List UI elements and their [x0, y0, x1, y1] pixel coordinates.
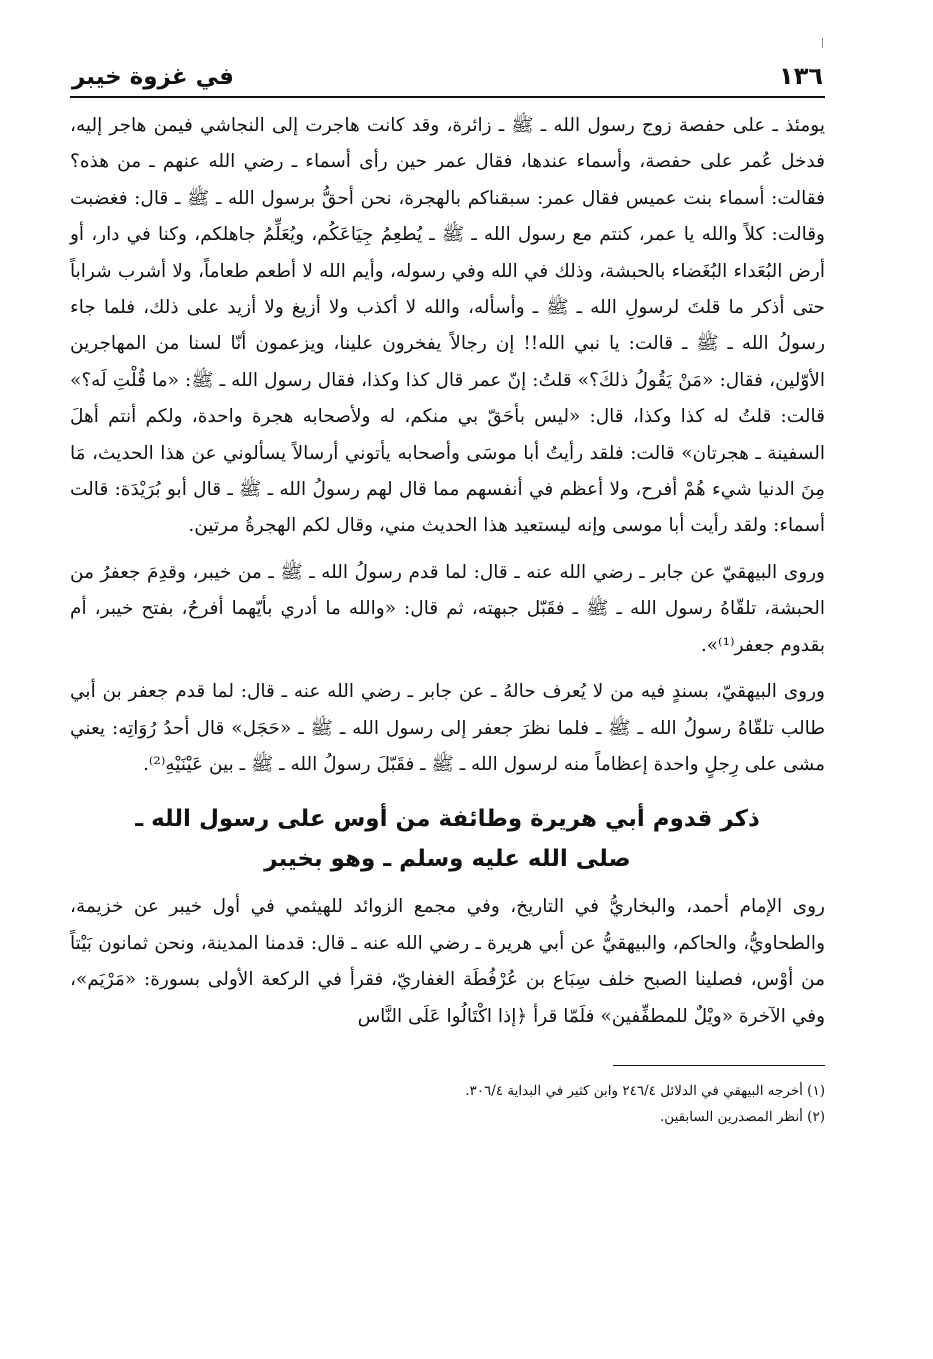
paragraph-jafar-narration: وروى البيهقيّ، بسندٍ فيه من لا يُعرف حالهُ ـ عن جابر ـ رضي الله عنه ـ قال: لما قدم جعفر بن أبي طالب تلقّاهُ رسولُ الله ـ ﷺ ـ فلما نظرَ جعفر إلى رسول الله ـ ﷺ ـ «حَجَل» قال أحدُ رُوَاتِه: يعني مشى على رِجلٍ واحدة إعظاماً منه لرسول الله ـ ﷺ ـ فقَبّلَ رسولُ الله ـ ﷺ ـ بين عَيْنَيْهِ⁽²⁾.: [70, 681, 825, 775]
page-edge-mark: [822, 38, 823, 48]
paragraph-asmaa-hadith: يومئذ ـ على حفصة زوج رسول الله ـ ﷺ ـ زائرة، وقد كانت هاجرت إلى النجاشي فيمن هاجر إليه، فدخل عُمر على حفصة، وأسماء عندها، فقال عمر حين رأى أسماء ـ رضي الله عنهم ـ من هذه؟ فقالت: أسماء بنت عميس فقال عمر: سبقناكم بالهجرة، نحن أحقُّ برسول الله ـ ﷺ ـ قال: فغضبت وقالت: كلاً والله يا عمر، كنتم مع رسول الله ـ ﷺ ـ يُطعِمُ جِيَاعَكُم، ويُعَلِّمُ جاهلكم، وكنا في دار، أو أرض البُعَداء البُغَضاء بالحبشة، وذلك في الله وفي رسوله، وأيم الله لا أطعم طعاماً، ولا أشرب شراباً حتى أذكر ما قلتَ لرسولِ الله ـ ﷺ ـ وأسأله، والله لا أكذب ولا أزيغ ولا أزيد على ذلك، فلما جاء رسولُ الله ـ ﷺ ـ قالت: يا نبي الله!! إن رجالاً يفخرون علينا، ويزعمون أنّا لسنا من المهاجرين الأوّلين، فقال: «مَنْ يَقُولُ ذلكَ؟» قلتُ: إنّ عمر قال كذا وكذا، فقال رسول الله ـ ﷺ: «ما قُلْتِ لَه؟» قالت: قلتُ له كذا وكذا، قال: «ليس بأحَقّ بي منكم، له ولأصحابه هجرة واحدة، ولكم أنتم أهلَ السفينة ـ هجرتان» قالت: فلقد رأيتُ أبا موسَى وأصحابه يأتوني أرسالاً يسألوني عن هذا الحديث، مَا مِنَ الدنيا شيء هُمْ أفرح، ولا أعظم في أنفسهم مما قال لهم رسولُ الله ـ ﷺ ـ قال أبو بُرَيْدَة: قالت أسماء: ولقد رأيت أبا موسى وإنه ليستعيد هذا الحديث مني، وقال لكم الهجرةُ مرتين.: [70, 115, 825, 537]
footnote-divider: [613, 1065, 825, 1066]
page-header: [70, 52, 825, 98]
page-number: ١٣٦: [779, 62, 823, 90]
footnote-1: (١) أخرجه البيهقي في الدلائل ٢٤٦/٤ وابن كثير في البداية ٣٠٦/٤.: [465, 1082, 825, 1099]
book-page: [70, 52, 825, 1130]
section-heading-line-2: صلى الله عليه وسلم ـ وهو بخيبر: [264, 846, 631, 873]
footnote-2: (٢) أنظر المصدرين السابقين.: [660, 1108, 825, 1125]
section-heading-line-1: ذكر قدوم أبي هريرة وطائفة من أوس على رسول الله ـ: [135, 806, 760, 833]
page-body: [70, 108, 825, 1130]
paragraph-abu-hurayra-arrival: روى الإمام أحمد، والبخاريُّ في التاريخ، وفي مجمع الزوائد للهيثمي في أول خيبر عن خزيمة، والطحاويُّ، والحاكم، والبيهقيُّ عن أبي هريرة ـ رضي الله عنه ـ قال: قدمنا المدينة، ونحن ثمانون بَيْتاً من أوْس، فصلينا الصبح خلف سِبَاع بن عُرْفُطَة الغفاريّ، فقرأ في الركعة الأولى بسورة: «مَرْيَم»، وفي الآخرة «ويْلٌ للمطفِّفين» فلَمّا قرأ ﴿إذا اكْتَالُوا عَلَى النَّاس: [70, 896, 825, 1027]
section-heading: [70, 799, 825, 879]
running-title: في غزوة خيبر: [72, 64, 234, 90]
paragraph-jabir-narration: وروى البيهقيّ عن جابر ـ رضي الله عنه ـ قال: لما قدم رسولُ الله ـ ﷺ ـ من خيبر، وقدِمَ جعفرُ من الحبشة، تلقّاهُ رسول الله ـ ﷺ ـ فقَبّل جبهته، ثم قال: «والله ما أدري بأيّهما أفرحُ، بفتح خيبر، أم بقدوم جعفر⁽¹⁾».: [70, 561, 825, 656]
